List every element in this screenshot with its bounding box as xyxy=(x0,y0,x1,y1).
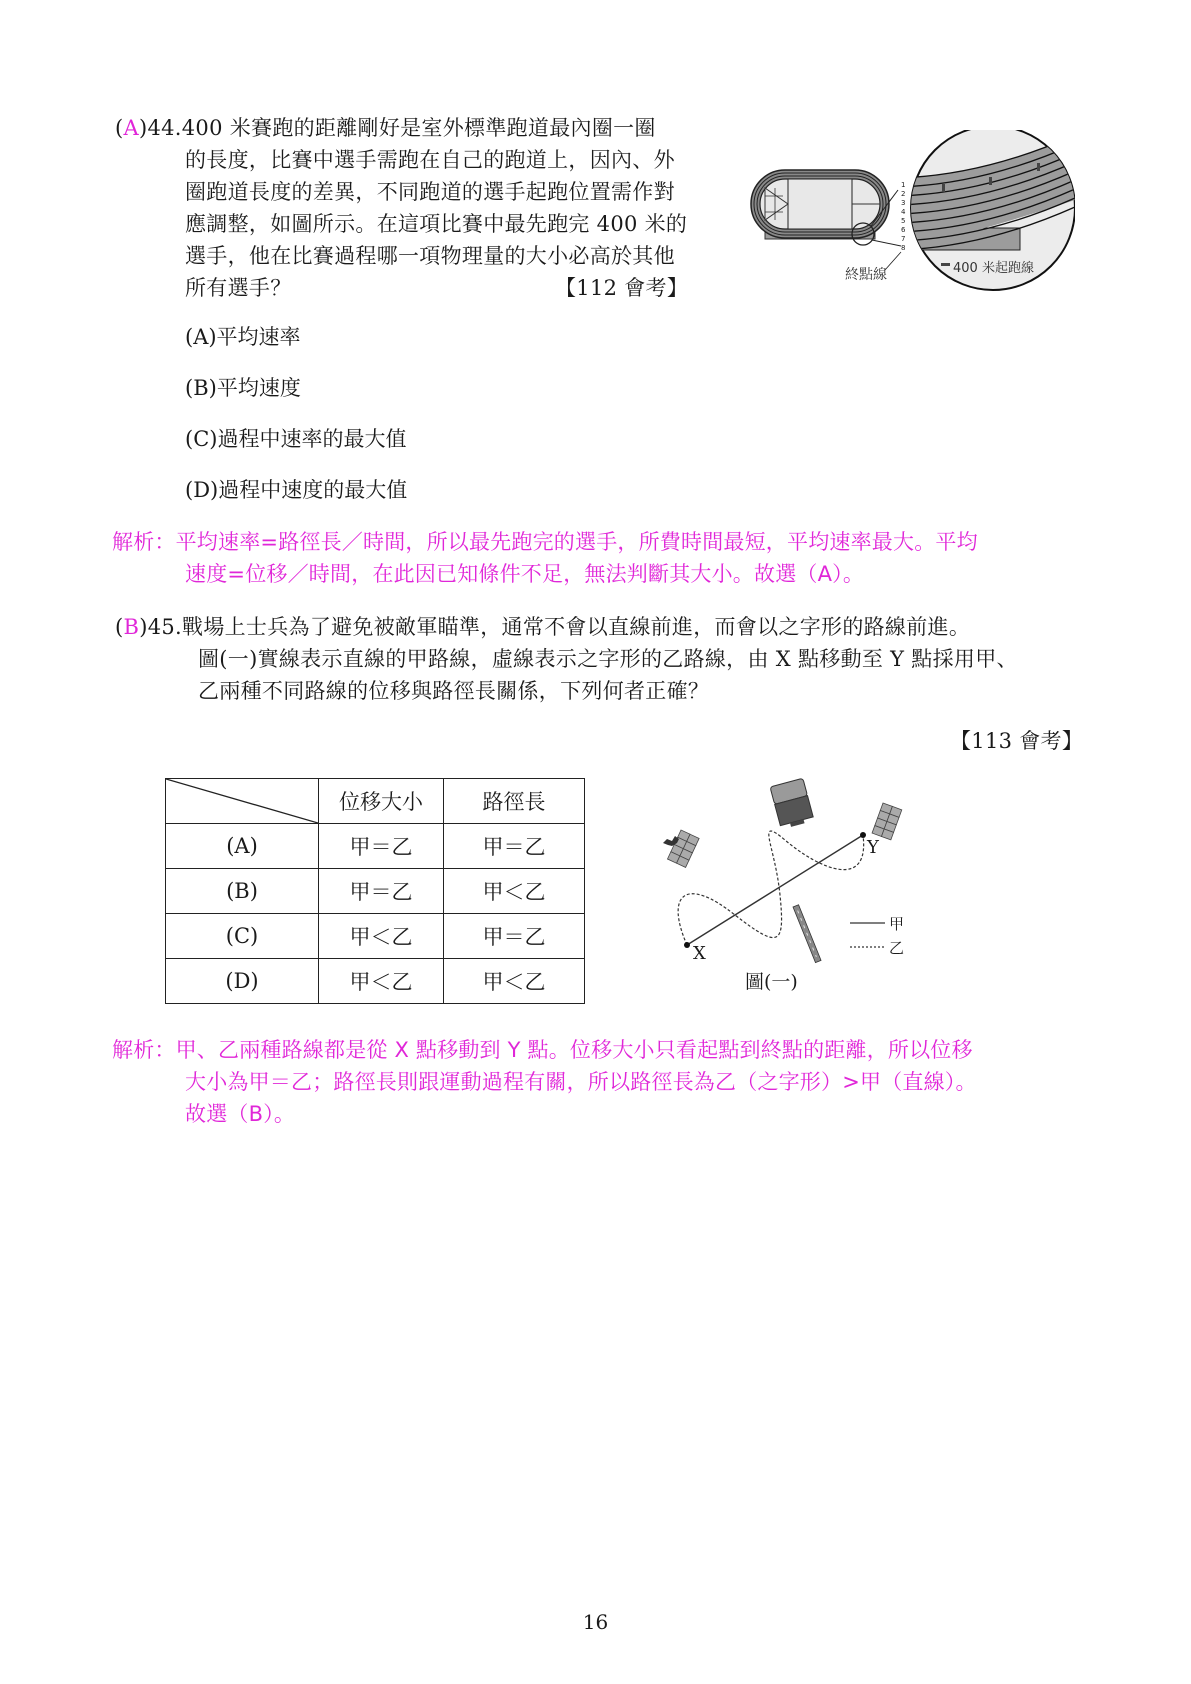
table-cell: 甲＜乙 xyxy=(319,914,444,959)
table-row-label: (B) xyxy=(166,869,319,914)
q45-answer: B xyxy=(123,615,140,639)
table-row xyxy=(166,959,585,1004)
q45-source: 【113 會考】 xyxy=(950,729,1084,753)
q45-analysis-line-3: 故選（B）。 xyxy=(185,1102,296,1126)
q45-stem-line-3: 乙兩種不同路線的位移與路徑長關係，下列何者正確？ xyxy=(198,679,710,703)
table-row xyxy=(166,824,585,869)
q44-stem-line-4: 應調整，如圖所示。在這項比賽中最先跑完 400 米的 xyxy=(185,212,688,236)
svg-text:7: 7 xyxy=(901,235,906,243)
q44-analysis-line-2: 速度=位移／時間，在此因已知條件不足，無法判斷其大小。故選（A）。 xyxy=(185,562,865,586)
q45-stem-line-1: 45.戰場上士兵為了避免被敵軍瞄準，通常不會以直線前進，而會以之字形的路線前進。 xyxy=(147,615,971,639)
q44-source: 【112 會考】 xyxy=(555,276,689,300)
q45-answer-close: ) xyxy=(139,615,148,639)
svg-text:5: 5 xyxy=(901,217,906,225)
q44-stem-line-1: 44.400 米賽跑的距離剛好是室外標準跑道最內圈一圈 xyxy=(147,116,656,140)
table-cell: 甲＜乙 xyxy=(444,869,585,914)
table-cell: 甲＝乙 xyxy=(444,914,585,959)
q44-stem-line-3: 圈跑道長度的差異，不同跑道的選手起跑位置需作對 xyxy=(185,180,675,204)
q44-stem-line-2: 的長度，比賽中選手需跑在自己的跑道上，因內、外 xyxy=(185,148,675,172)
q44-option-a: (A)平均速率 xyxy=(185,325,301,349)
q45-answer-open: ( xyxy=(115,615,124,639)
page-number: 16 xyxy=(582,1610,609,1634)
q44-first-line xyxy=(115,112,656,144)
table-cell: 甲＝乙 xyxy=(319,869,444,914)
q45-stem-line-2: 圖(一)實線表示直線的甲路線，虛線表示之字形的乙路線，由 X 點移動至 Y 點採用甲、 xyxy=(198,647,1018,671)
table-header-path-length: 路徑長 xyxy=(444,779,585,824)
svg-text:3: 3 xyxy=(901,199,906,207)
table-cell: 甲＝乙 xyxy=(319,824,444,869)
table-row-label: (D) xyxy=(166,959,319,1004)
path-figure xyxy=(645,775,925,1000)
table-row xyxy=(166,914,585,959)
table-row-label: (C) xyxy=(166,914,319,959)
table-header-displacement: 位移大小 xyxy=(319,779,444,824)
q45-first-line xyxy=(115,611,970,643)
finish-line-label: 終點線 xyxy=(845,267,887,283)
diagonal-line xyxy=(166,779,318,823)
svg-text:6: 6 xyxy=(901,226,906,234)
svg-text:8: 8 xyxy=(901,244,906,252)
figure-caption: 圖(一) xyxy=(745,971,798,993)
q44-answer-open: ( xyxy=(115,116,124,140)
q44-analysis-line-1: 解析：平均速率=路徑長／時間，所以最先跑完的選手，所費時間最短，平均速率最大。平均 xyxy=(112,530,978,554)
legend-solid-label: 甲 xyxy=(889,915,905,933)
start-line-label: 400 米起跑線 xyxy=(953,261,1034,276)
q45-options-table xyxy=(165,778,585,1004)
table-cell: 甲＜乙 xyxy=(444,959,585,1004)
table-header-row xyxy=(166,779,585,824)
table-cell: 甲＝乙 xyxy=(444,824,585,869)
track-figure xyxy=(745,130,1075,300)
point-x-label: X xyxy=(693,943,706,964)
table-cell: 甲＜乙 xyxy=(319,959,444,1004)
q44-answer-close: ) xyxy=(138,116,148,140)
table-row-label: (A) xyxy=(166,824,319,869)
point-y-label: Y xyxy=(867,837,879,858)
q44-answer: A xyxy=(123,116,139,140)
q44-stem-line-5: 選手，他在比賽過程哪一項物理量的大小必高於其他 xyxy=(185,244,675,268)
q44-stem-line-6: 所有選手？ xyxy=(185,276,292,300)
q44-option-b: (B)平均速度 xyxy=(185,376,301,400)
q44-option-d: (D)過程中速度的最大值 xyxy=(185,478,408,502)
svg-text:1: 1 xyxy=(901,181,906,189)
legend-dashed-label: 乙 xyxy=(889,939,905,957)
q44-option-c: (C)過程中速率的最大值 xyxy=(185,427,407,451)
table-row xyxy=(166,869,585,914)
svg-text:4: 4 xyxy=(901,208,906,216)
svg-text:2: 2 xyxy=(901,190,906,198)
q45-analysis-line-2: 大小為甲＝乙；路徑長則跟運動過程有關，所以路徑長為乙（之字形）>甲（直線）。 xyxy=(185,1070,977,1094)
q45-analysis-line-1: 解析：甲、乙兩種路線都是從 X 點移動到 Y 點。位移大小只看起點到終點的距離，所以位移 xyxy=(112,1038,973,1062)
table-corner-cell xyxy=(166,779,319,824)
